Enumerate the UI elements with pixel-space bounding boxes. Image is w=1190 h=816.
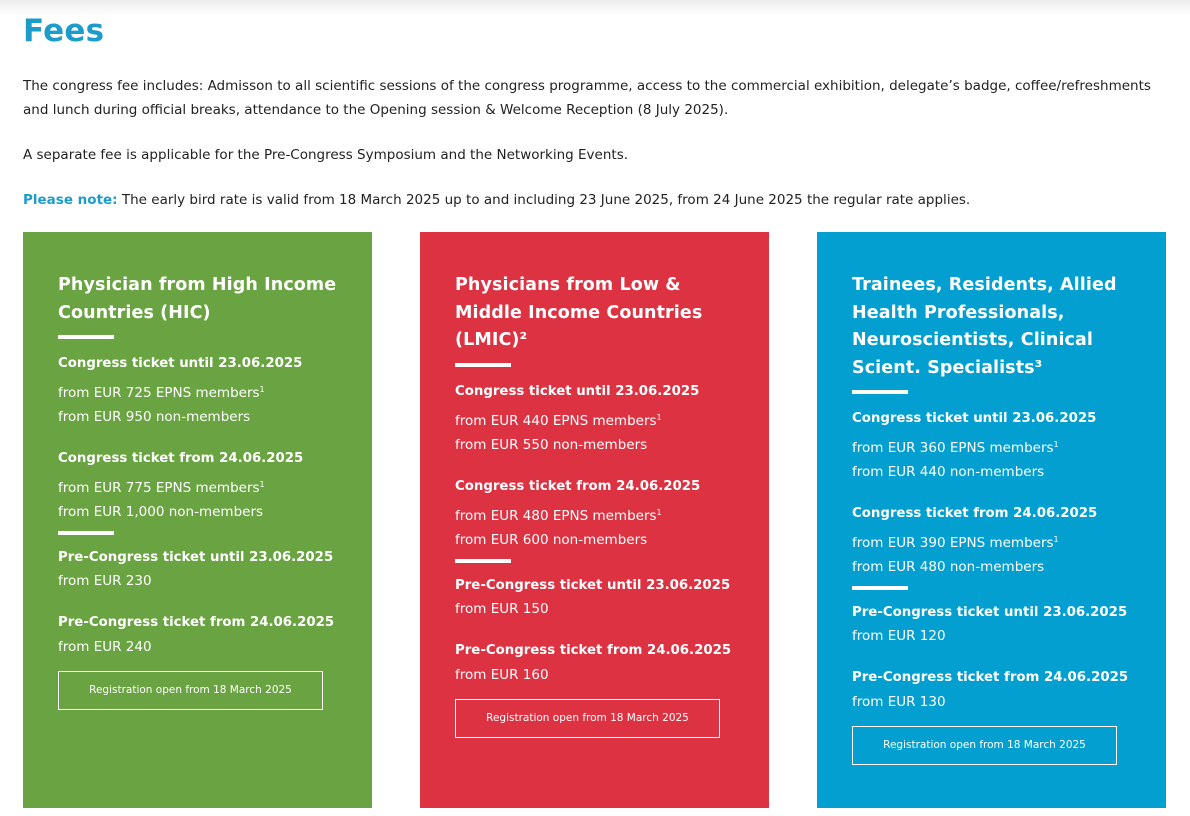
ticket-heading: Congress ticket until 23.06.2025 (852, 411, 1097, 426)
pre-congress-early-block (58, 549, 338, 593)
ticket-heading: Congress ticket from 24.06.2025 (58, 451, 304, 466)
card-title: Trainees, Residents, Allied Health Professionals, Neuroscientists, Clinical Scient. Specialists³ (852, 275, 1117, 378)
pre-congress-early-block (852, 604, 1132, 648)
registration-button[interactable]: Registration open from 18 March 2025 (852, 726, 1117, 765)
page-title: Fees (23, 13, 105, 49)
price: from EUR 240 (58, 639, 152, 655)
section-divider (852, 586, 908, 590)
price-nonmember: from EUR 550 non-members (455, 436, 648, 453)
ticket-heading: Congress ticket until 23.06.2025 (455, 383, 700, 399)
title-divider (852, 390, 908, 394)
card-title: Physicians from Low & Middle Income Countries (LMIC)² (455, 275, 703, 350)
section-divider (58, 531, 114, 535)
price: from EUR 150 (455, 600, 549, 617)
price: from EUR 130 (852, 694, 946, 710)
ticket-heading: Pre-Congress ticket until 23.06.2025 (58, 550, 334, 565)
section-divider (455, 559, 511, 563)
note-label: Please note: (23, 192, 118, 208)
price: from EUR 160 (455, 666, 549, 683)
fee-card-lmic (420, 232, 769, 808)
ticket-heading: Pre-Congress ticket from 24.06.2025 (852, 670, 1129, 685)
congress-early-block (58, 355, 338, 429)
pre-congress-regular-block (455, 642, 735, 687)
price-member: from EUR 440 EPNS members$^1$ (455, 412, 662, 429)
intro-paragraph-includes: The congress fee includes: Admisson to all scientific sessions of the congress programme, access to the commercial exhibition, delegate’s badge, coffee/refreshments and lunch during official breaks, attendance to the Opening session & Welcome Reception (8 July 2025). (23, 78, 1151, 118)
ticket-heading: Pre-Congress ticket from 24.06.2025 (58, 615, 335, 630)
price-member: from EUR 390 EPNS members$^1$ (852, 535, 1059, 551)
card-title: Physician from High Income Countries (HIC) (58, 275, 337, 323)
note-text: The early bird rate is valid from 18 March 2025 up to and including 23 June 2025, from 24 June 2025 the regular rate applies. (117, 192, 971, 208)
price-nonmember: from EUR 480 non-members (852, 559, 1045, 575)
early-bird-note (23, 188, 1173, 212)
fee-card-trainees (817, 232, 1166, 808)
ticket-heading: Congress ticket until 23.06.2025 (58, 356, 303, 371)
congress-regular-block (455, 478, 735, 552)
congress-early-block (852, 410, 1132, 484)
intro-paragraph-separate-fee: A separate fee is applicable for the Pre-Congress Symposium and the Networking Events. (23, 147, 629, 163)
congress-regular-block (58, 450, 338, 524)
pre-congress-early-block (455, 577, 735, 621)
price-member: from EUR 480 EPNS members$^1$ (455, 507, 662, 524)
pre-congress-regular-block (58, 614, 338, 659)
price-nonmember: from EUR 600 non-members (455, 531, 648, 548)
price-member: from EUR 775 EPNS members$^1$ (58, 480, 265, 496)
congress-early-block (455, 383, 735, 457)
congress-regular-block (852, 505, 1132, 579)
price-member: from EUR 360 EPNS members$^1$ (852, 440, 1059, 456)
ticket-heading: Congress ticket from 24.06.2025 (455, 478, 701, 494)
ticket-heading: Pre-Congress ticket until 23.06.2025 (455, 577, 731, 593)
title-divider (455, 363, 511, 367)
header-shadow (0, 0, 1190, 16)
price: from EUR 230 (58, 573, 152, 589)
ticket-heading: Congress ticket from 24.06.2025 (852, 506, 1098, 521)
pre-congress-regular-block (852, 669, 1132, 714)
price: from EUR 120 (852, 628, 946, 644)
registration-button[interactable]: Registration open from 18 March 2025 (58, 671, 323, 710)
intro-text (23, 74, 1173, 233)
fee-card-hic (23, 232, 372, 808)
ticket-heading: Pre-Congress ticket until 23.06.2025 (852, 605, 1128, 620)
price-nonmember: from EUR 1,000 non-members (58, 504, 264, 520)
registration-button[interactable]: Registration open from 18 March 2025 (455, 699, 720, 738)
price-member: from EUR 725 EPNS members$^1$ (58, 385, 265, 401)
price-nonmember: from EUR 440 non-members (852, 464, 1045, 480)
price-nonmember: from EUR 950 non-members (58, 409, 251, 425)
ticket-heading: Pre-Congress ticket from 24.06.2025 (455, 642, 732, 658)
title-divider (58, 335, 114, 339)
